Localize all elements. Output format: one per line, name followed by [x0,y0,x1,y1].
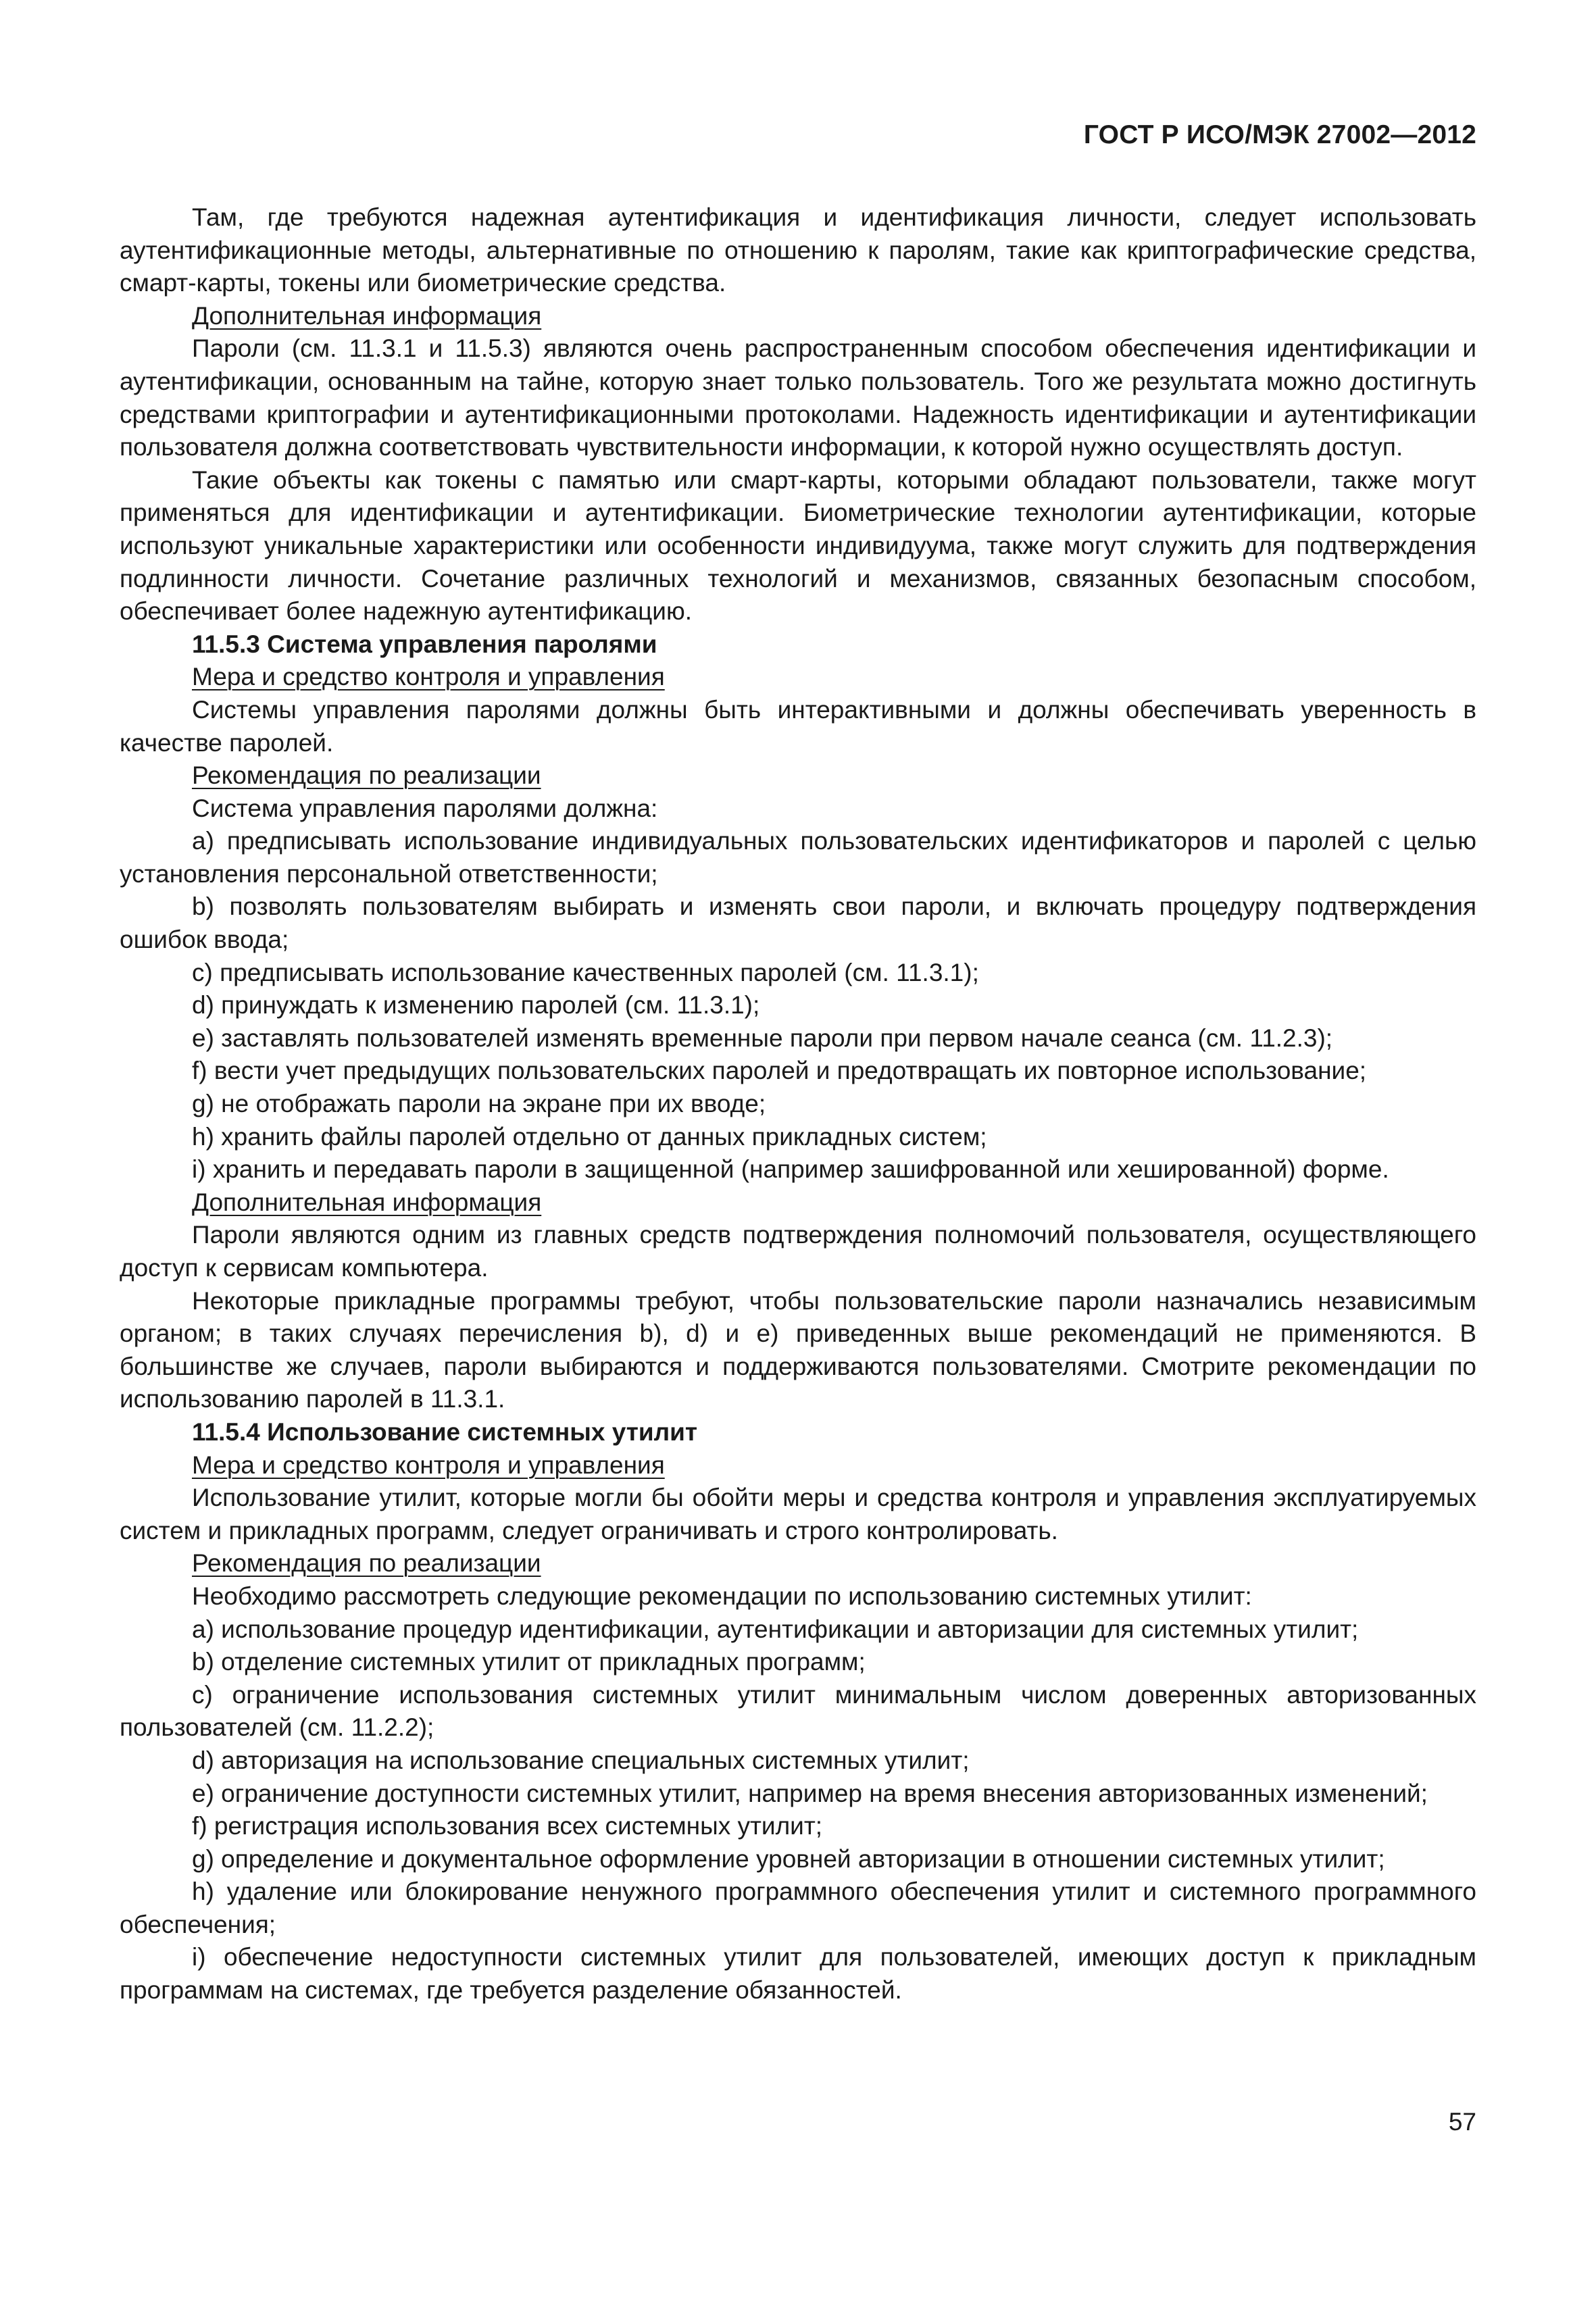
paragraph: g) определение и документальное оформление уровней авторизации в отношении системных утилит; [192,1844,1385,1873]
paragraph: e) заставлять пользователей изменять временные пароли при первом начале сеанса (см. 11.2.3); [192,1024,1333,1052]
paragraph: c) ограничение использования системных утилит минимальным числом доверенных авторизованных пользователей (см. 11.2.2); [120,1680,1476,1742]
paragraph: Пароли (см. 11.3.1 и 11.5.3) являются очень распространенным способом обеспечения идентификации и аутентификации, основанным на тайне, которую знает только пользователь. Того же результата можно достигнуть средствами криптографии и аутентификационными протоколами. Надежность идентификации и аутентификации пользователя должна соответствовать чувствительности информации, к которой нужно осуществлять доступ. [120,334,1476,461]
subsection-label [120,759,1476,793]
section-heading: 11.5.4 Использование системных утилит [192,1417,697,1446]
paragraph: Пароли являются одним из главных средств подтверждения полномочий пользователя, осуществляющего доступ к сервисам компьютера. [120,1221,1476,1282]
document-header: ГОСТ Р ИСО/МЭК 27002—2012 [1083,120,1476,149]
paragraph: e) ограничение доступности системных утилит, например на время внесения авторизованных изменений; [192,1779,1428,1807]
paragraph: f) вести учет предыдущих пользовательских паролей и предотвращать их повторное использование; [192,1057,1367,1085]
paragraph: b) отделение системных утилит от прикладных программ; [192,1648,866,1676]
paragraph: b) позволять пользователям выбирать и изменять свои пароли, и включать процедуру подтверждения ошибок ввода; [120,892,1476,954]
subsection-label-text: Дополнительная информация [192,1188,542,1216]
paragraph: Некоторые прикладные программы требуют, чтобы пользовательские пароли назначались независимым органом; в таких случаях перечисления b), d) и e) приведенных выше рекомендаций не применяются. В большинстве же случаев, пароли выбираются и поддерживаются пользователями. Смотрите рекомендации по использованию паролей в 11.3.1. [120,1286,1476,1413]
paragraph: h) хранить файлы паролей отдельно от данных прикладных систем; [192,1122,987,1151]
subsection-label-text: Мера и средство контроля и управления [192,663,665,691]
paragraph: g) не отображать пароли на экране при их вводе; [192,1090,766,1118]
subsection-label-text: Рекомендация по реализации [192,1549,541,1578]
section-heading: 11.5.3 Система управления паролями [192,630,657,658]
subsection-label-text: Дополнительная информация [192,301,542,330]
paragraph: h) удаление или блокирование ненужного программного обеспечения утилит и системного программного обеспечения; [120,1878,1476,1938]
subsection-label [120,1449,1476,1482]
subsection-label-text: Рекомендация по реализации [192,761,541,790]
paragraph: a) использование процедур идентификации, аутентификации и авторизации для системных утилит; [192,1615,1359,1643]
subsection-label [120,1547,1476,1580]
paragraph: f) регистрация использования всех системных утилит; [192,1812,823,1840]
paragraph: d) авторизация на использование специальных системных утилит; [192,1746,970,1774]
subsection-label [120,300,1476,333]
page-number: 57 [1448,2108,1476,2136]
subsection-label [120,1186,1476,1219]
paragraph: c) предписывать использование качественных паролей (см. 11.3.1); [192,958,979,986]
paragraph: Такие объекты как токены с памятью или смарт-карты, которыми обладают пользователи, также могут применяться для идентификации и аутентификации. Биометрические технологии аутентификации, которые используют уникальные характеристики или особенности индивидуума, также могут служить для подтверждения подлинности личности. Сочетание различных технологий и механизмов, связанных безопасным способом, обеспечивает более надежную аутентификацию. [120,466,1476,626]
subsection-label [120,661,1476,694]
document-body [120,201,1476,2007]
paragraph: Система управления паролями должна: [192,794,658,822]
paragraph: i) хранить и передавать пароли в защищенной (например зашифрованной или хешированной) форме. [192,1155,1389,1184]
paragraph: d) принуждать к изменению паролей (см. 11.3.1); [192,991,760,1020]
paragraph: i) обеспечение недоступности системных утилит для пользователей, имеющих доступ к прикладным программам на системах, где требуется разделение обязанностей. [120,1943,1476,2005]
paragraph: Там, где требуются надежная аутентификация и идентификация личности, следует использовать аутентификационные методы, альтернативные по отношению к паролям, такие как криптографические средства, смарт-карты, токены или биометрические средства. [120,203,1476,297]
paragraph: Системы управления паролями должны быть интерактивными и должны обеспечивать уверенность в качестве паролей. [120,695,1476,757]
subsection-label-text: Мера и средство контроля и управления [192,1451,665,1479]
paragraph: Использование утилит, которые могли бы обойти меры и средства контроля и управления эксплуатируемых систем и прикладных программ, следует ограничивать и строго контролировать. [120,1484,1476,1544]
paragraph: a) предписывать использование индивидуальных пользовательских идентификаторов и паролей с целью установления персональной ответственности; [120,827,1476,888]
paragraph: Необходимо рассмотреть следующие рекомендации по использованию системных утилит: [192,1582,1252,1610]
